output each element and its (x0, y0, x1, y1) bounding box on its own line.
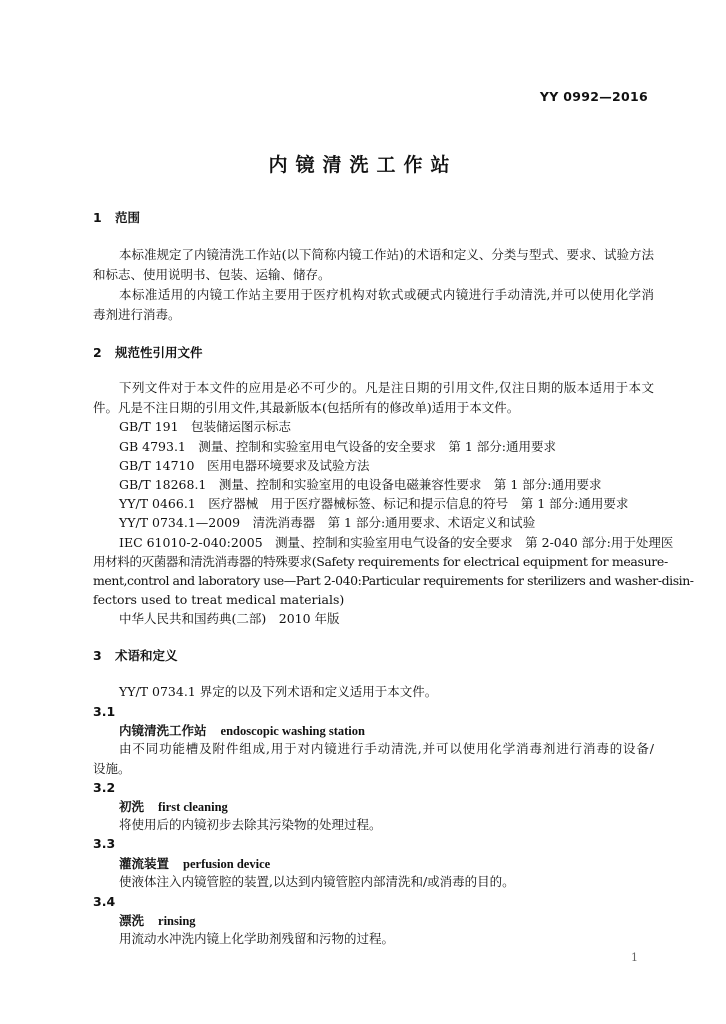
term-number: 3.3 (93, 836, 116, 851)
section-title: 规范性引用文件 (115, 345, 203, 360)
term-definition: 由不同功能槽及附件组成,用于对内镜进行手动清洗,并可以使用化学消毒剂进行消毒的设备/ (119, 741, 654, 756)
reference-item: GB/T 191 包装储运图示标志 (119, 419, 292, 434)
term-chinese: 初洗 (119, 799, 145, 814)
term-chinese: 灌流装置 (119, 856, 170, 871)
term-heading (119, 797, 228, 815)
section-title: 术语和定义 (115, 648, 178, 663)
term-definition: 使液体注入内镜管腔的装置,以达到内镜管腔内部清洗和/或消毒的目的。 (119, 874, 515, 889)
paragraph-line: 件。凡是不注日期的引用文件,其最新版本(包括所有的修改单)适用于本文件。 (93, 400, 520, 415)
reference-item: ment,control and laboratory use—Part 2-040:Particular requirements for sterilizers and washer-disin- (93, 573, 694, 588)
paragraph-line: 本标准规定了内镜清洗工作站(以下简称内镜工作站)的术语和定义、分类与型式、要求、试验方法 (119, 247, 654, 262)
reference-item: fectors used to treat medical materials) (93, 592, 345, 607)
term-chinese: 漂洗 (119, 913, 145, 928)
section-title: 范围 (115, 210, 141, 225)
term-definition: 用流动水冲洗内镜上化学助剂残留和污物的过程。 (119, 931, 395, 946)
reference-item: IEC 61010-2-040:2005 测量、控制和实验室用电气设备的安全要求 第 2-040 部分:用于处理医 (119, 535, 674, 550)
term-chinese: 内镜清洗工作站 (119, 723, 207, 738)
paragraph-line: YY/T 0734.1 界定的以及下列术语和定义适用于本文件。 (119, 684, 438, 699)
term-definition: 将使用后的内镜初步去除其污染物的处理过程。 (119, 817, 382, 832)
term-english: perfusion device (183, 857, 271, 871)
term-number: 3.2 (93, 780, 116, 795)
reference-item: YY/T 0466.1 医疗器械 用于医疗器械标签、标记和提示信息的符号 第 1 部分:通用要求 (119, 496, 629, 511)
reference-item: 中华人民共和国药典(二部) 2010 年版 (119, 611, 340, 626)
term-heading (119, 721, 365, 739)
paragraph-line: 本标准适用的内镜工作站主要用于医疗机构对软式或硬式内镜进行手动清洗,并可以使用化学消 (119, 287, 654, 302)
section-number: 3 (93, 648, 102, 663)
term-definition: 设施。 (93, 761, 131, 776)
term-english: first cleaning (158, 800, 228, 814)
standard-number: YY 0992—2016 (539, 89, 648, 104)
section-2-heading (93, 343, 203, 361)
section-1-heading (93, 208, 140, 226)
reference-item: GB/T 14710 医用电器环境要求及试验方法 (119, 458, 370, 473)
document-title: 内镜清洗工作站 (268, 154, 458, 176)
paragraph-line: 下列文件对于本文件的应用是必不可少的。凡是注日期的引用文件,仅注日期的版本适用于本文 (119, 380, 654, 395)
reference-item: YY/T 0734.1—2009 清洗消毒器 第 1 部分:通用要求、术语定义和试验 (119, 515, 536, 530)
term-heading (119, 911, 196, 929)
reference-item: 用材料的灭菌器和清洗消毒器的特殊要求(Safety requirements for electrical equipment for measure- (93, 554, 668, 569)
page-number: 1 (631, 951, 638, 964)
section-3-heading (93, 646, 178, 664)
section-number: 2 (93, 345, 102, 360)
term-heading (119, 854, 270, 872)
paragraph-line: 和标志、使用说明书、包装、运输、储存。 (93, 267, 331, 282)
paragraph-line: 毒剂进行消毒。 (93, 307, 181, 322)
term-english: rinsing (158, 914, 196, 928)
reference-item: GB 4793.1 测量、控制和实验室用电气设备的安全要求 第 1 部分:通用要求 (119, 439, 556, 454)
reference-item: GB/T 18268.1 测量、控制和实验室用的电设备电磁兼容性要求 第 1 部分:通用要求 (119, 477, 602, 492)
section-number: 1 (93, 210, 102, 225)
term-english: endoscopic washing station (220, 724, 365, 738)
term-number: 3.1 (93, 704, 116, 719)
term-number: 3.4 (93, 894, 116, 909)
